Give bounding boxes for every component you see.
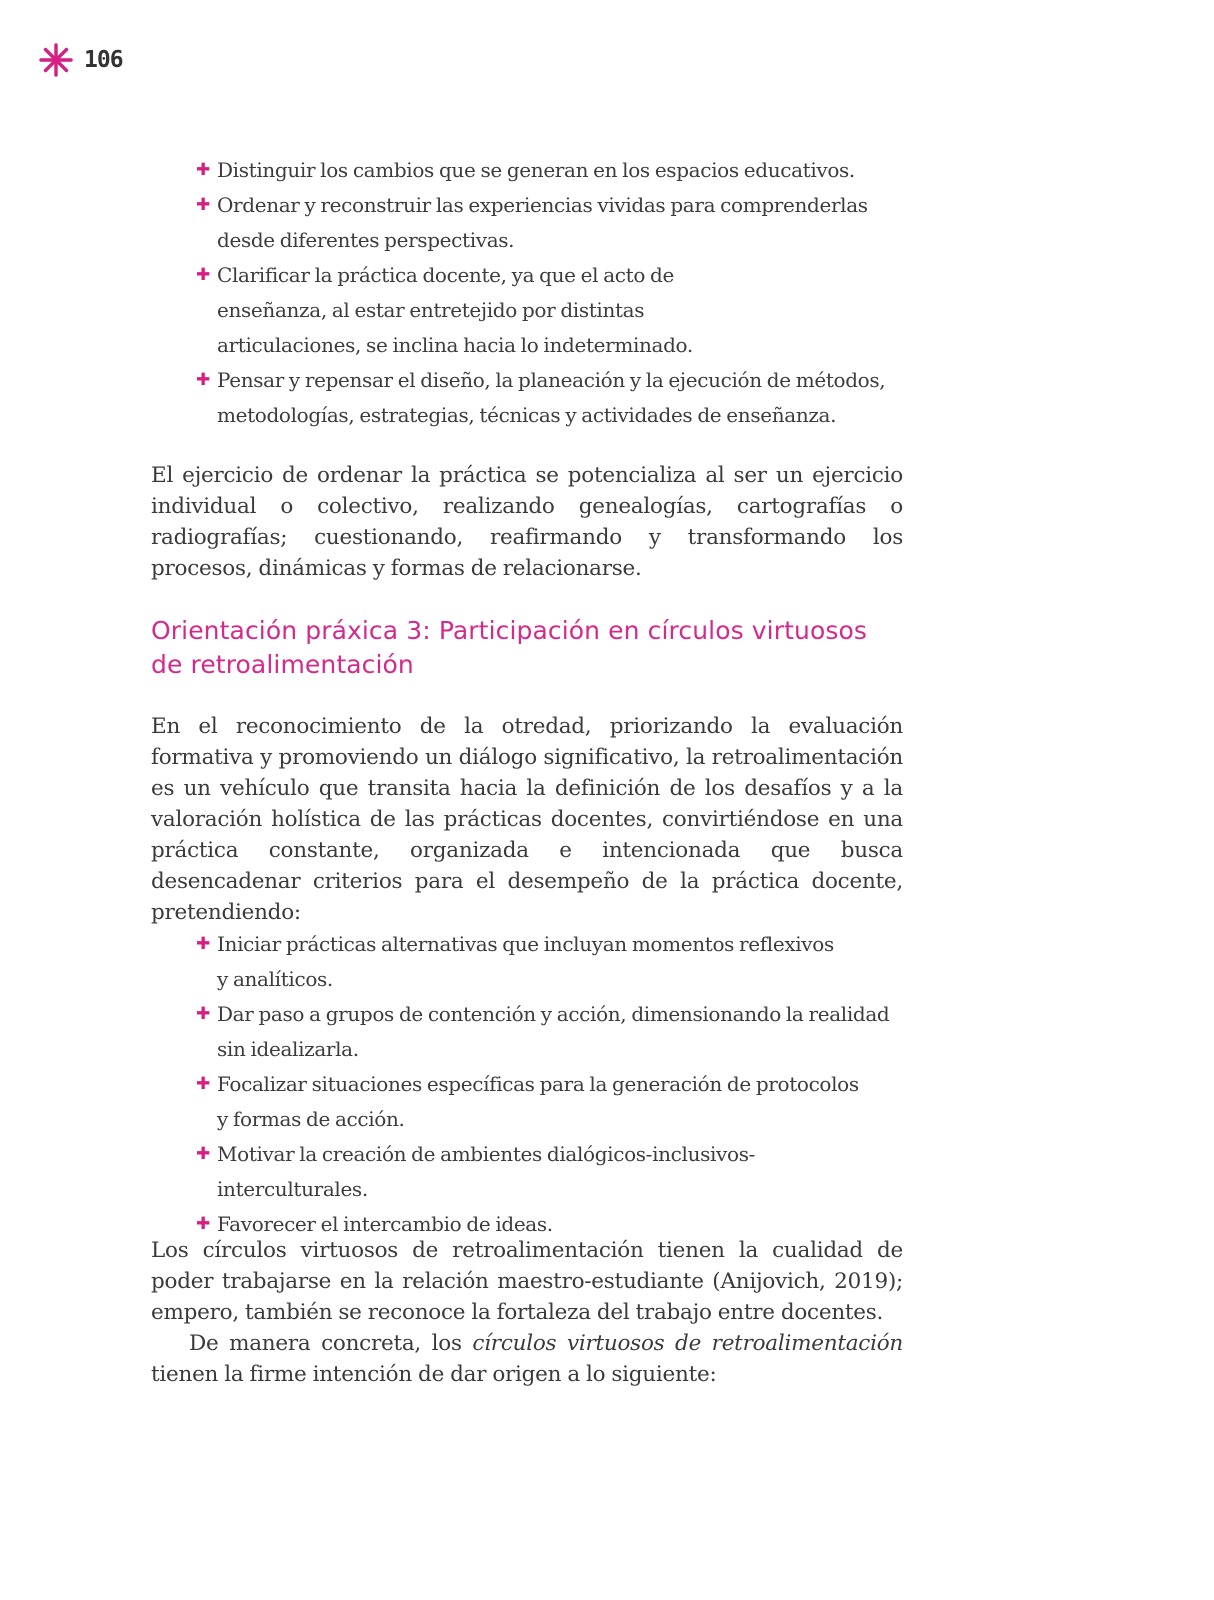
section-heading <box>151 614 903 682</box>
list-item: ✚ Iniciar prácticas alternativas que incluyan momentos reflexivos y analíticos. <box>151 927 903 997</box>
list-item: ✚ Ordenar y reconstruir las experiencias vividas para comprenderlas desde diferentes perspectivas. <box>151 188 903 258</box>
page-folio <box>38 42 123 78</box>
cross-bullet-icon: ✚ <box>196 1144 210 1164</box>
list-item: ✚ Clarificar la práctica docente, ya que el acto de enseñanza, al estar entretejido por distintas articulaciones, se inclina hacia lo indeterminado. <box>151 258 903 363</box>
list-item: ✚ Pensar y repensar el diseño, la planeación y la ejecución de métodos, metodologías, estrategias, técnicas y actividades de enseñanza. <box>151 363 903 433</box>
list-item: ✚ Favorecer el intercambio de ideas. <box>151 1207 903 1242</box>
paragraph-text: El ejercicio de ordenar la práctica se potencializa al ser un ejercicio individual o colectivo, realizando genealogías, cartografías o radiografías; cuestionando, reafirmando y transformando los procesos, dinámicas y formas de relacionarse. <box>151 463 903 581</box>
cross-bullet-icon: ✚ <box>196 370 210 390</box>
goals-list <box>151 927 903 1242</box>
list-item: ✚ Dar paso a grupos de contención y acción, dimensionando la realidad sin idealizarla. <box>151 997 903 1067</box>
cross-bullet-icon: ✚ <box>196 265 210 285</box>
paragraph <box>151 460 903 584</box>
section-title: Orientación práxica 3: Participación en círculos virtuosos de retroalimentación <box>151 616 867 679</box>
paragraph-text: En el reconocimiento de la otredad, priorizando la evaluación formativa y promoviendo un diálogo significativo, la retroalimentación es un vehículo que transita hacia la definición de los desafíos y a la valoración holística de las prácticas docentes, convirtiéndose en una práctica constante, organizada e intencionada que busca desencadenar criterios para el desempeño de la práctica docente, pretendiendo: <box>151 714 903 925</box>
cross-bullet-icon: ✚ <box>196 160 210 180</box>
page-number: 106 <box>84 47 123 73</box>
paragraph <box>151 1235 903 1390</box>
cross-bullet-icon: ✚ <box>196 1214 210 1234</box>
paragraph <box>151 711 903 928</box>
cross-bullet-icon: ✚ <box>196 934 210 954</box>
cross-bullet-icon: ✚ <box>196 1074 210 1094</box>
list-item: ✚ Focalizar situaciones específicas para la generación de protocolos y formas de acción. <box>151 1067 903 1137</box>
list-item: ✚ Motivar la creación de ambientes dialógicos-inclusivos-interculturales. <box>151 1137 903 1207</box>
cross-bullet-icon: ✚ <box>196 1004 210 1024</box>
list-item: ✚ Distinguir los cambios que se generan en los espacios educativos. <box>151 153 903 188</box>
asterisk-icon <box>38 42 74 78</box>
paragraph-text: Los círculos virtuosos de retroalimentación tienen la cualidad de poder trabajarse en la relación maestro-estudiante (Anijovich, 2019); empero, también se reconoce la fortaleza del trabajo entre docentes. <box>151 1238 903 1325</box>
cross-bullet-icon: ✚ <box>196 195 210 215</box>
objectives-list <box>151 153 903 433</box>
emphasis-text: círculos virtuosos de retroalimentación <box>472 1331 903 1356</box>
paragraph-text: De manera concreta, los círculos virtuosos de retroalimentación tienen la firme intención de dar origen a lo siguiente: <box>151 1331 903 1387</box>
